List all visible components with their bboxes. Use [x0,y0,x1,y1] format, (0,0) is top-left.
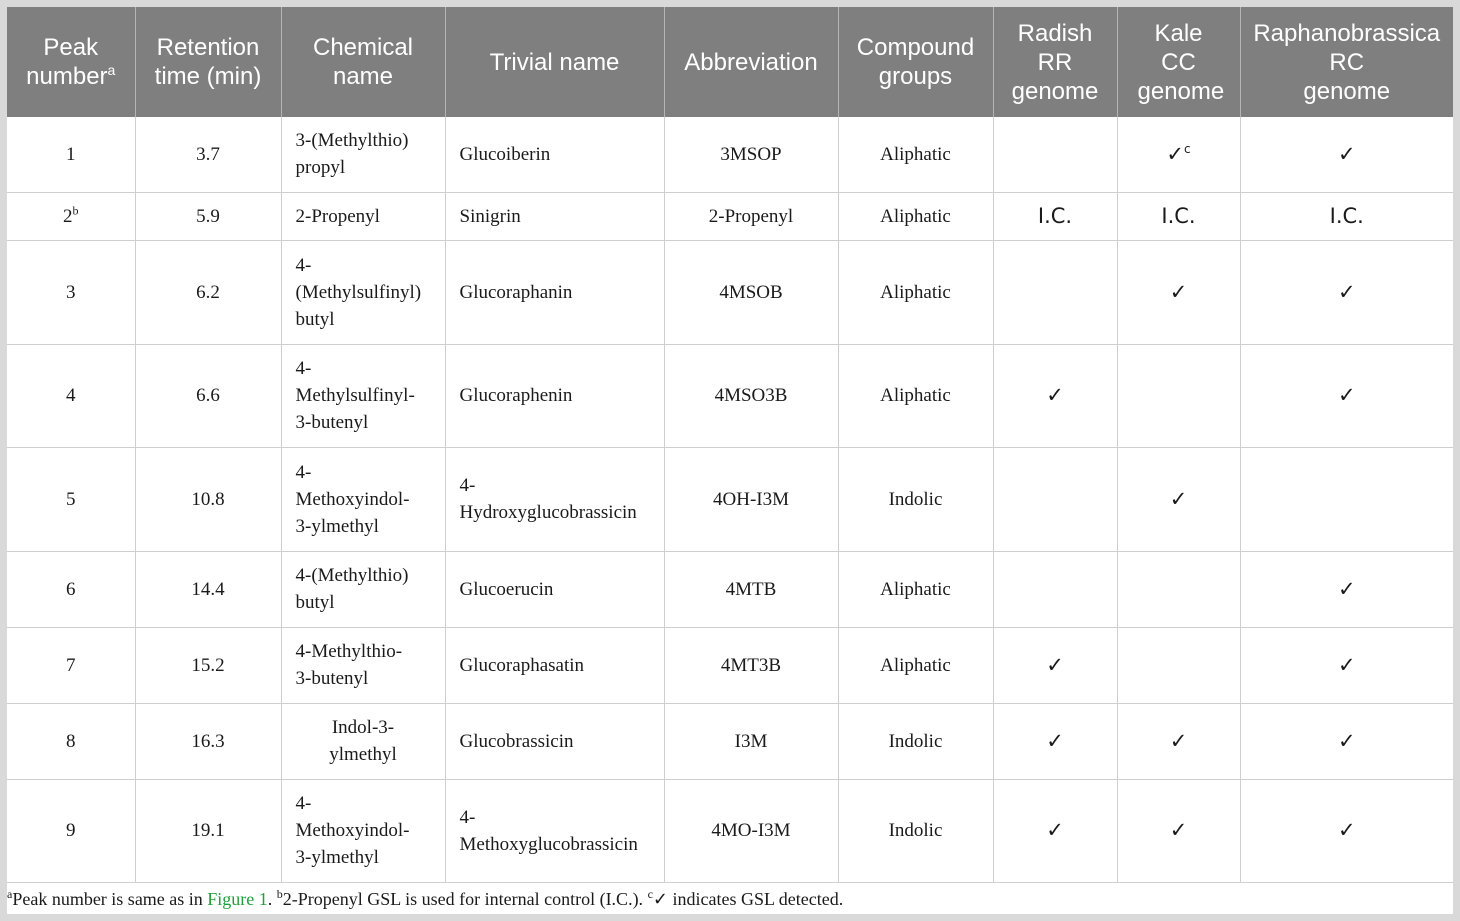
abbreviation-cell: 4MT3B [664,627,838,703]
chemical-name-cell: 2-Propenyl [281,192,445,240]
header-kale-genome: Kale CC genome [1117,7,1240,117]
raphanobrassica-detection-cell: I.C. [1240,192,1453,240]
chemical-name-cell: 4-Methylthio- 3-butenyl [281,627,445,703]
chemical-name-cell: 4- Methylsulfinyl- 3-butenyl [281,344,445,447]
retention-time-cell: 15.2 [135,627,281,703]
retention-time-cell: 6.2 [135,240,281,344]
chemical-name-cell: 4- Methoxyindol- 3-ylmethyl [281,779,445,882]
raphanobrassica-detection-cell: ✓ [1240,551,1453,627]
header-trivial-name: Trivial name [445,7,664,117]
header-abbreviation: Abbreviation [664,7,838,117]
trivial-name-cell: Glucobrassicin [445,703,664,779]
peak-number-cell: 8 [7,703,135,779]
abbreviation-cell: 4MTB [664,551,838,627]
chemical-name-cell: 3-(Methylthio) propyl [281,117,445,192]
retention-time-cell: 5.9 [135,192,281,240]
table-row [7,447,1453,551]
kale-detection-cell [1117,627,1240,703]
radish-detection-cell: ✓ [993,779,1117,882]
radish-detection-cell: ✓ [993,344,1117,447]
header-radish-genome: Radish RR genome [993,7,1117,117]
raphanobrassica-detection-cell: ✓ [1240,703,1453,779]
table-row [7,240,1453,344]
header-chemical-name: Chemical name [281,7,445,117]
retention-time-cell: 14.4 [135,551,281,627]
header-compound-groups: Compound groups [838,7,993,117]
abbreviation-cell: 2-Propenyl [664,192,838,240]
compound-group-cell: Indolic [838,447,993,551]
trivial-name-cell: Glucoiberin [445,117,664,192]
radish-detection-cell: ✓ [993,703,1117,779]
compound-group-cell: Indolic [838,703,993,779]
table-row [7,627,1453,703]
raphanobrassica-detection-cell: ✓ [1240,779,1453,882]
kale-detection-cell: I.C. [1117,192,1240,240]
peak-number-cell: 9 [7,779,135,882]
peak-number-cell: 4 [7,344,135,447]
chemical-name-cell: 4- Methoxyindol- 3-ylmethyl [281,447,445,551]
trivial-name-cell: Sinigrin [445,192,664,240]
abbreviation-cell: 4MO-I3M [664,779,838,882]
footnote-a-marker: a [7,887,13,901]
abbreviation-cell: 4OH-I3M [664,447,838,551]
trivial-name-cell: 4- Hydroxyglucobrassicin [445,447,664,551]
footnote-c-text: indicates GSL detected. [667,889,844,909]
radish-detection-cell [993,551,1117,627]
chemical-name-cell: 4- (Methylsulfinyl) butyl [281,240,445,344]
compound-group-cell: Aliphatic [838,117,993,192]
figure-link[interactable]: Figure 1 [207,889,268,909]
trivial-name-cell: Glucoraphenin [445,344,664,447]
compound-group-cell: Aliphatic [838,192,993,240]
compound-group-cell: Aliphatic [838,344,993,447]
retention-time-cell: 3.7 [135,117,281,192]
table-footnote [7,885,1453,914]
table-row [7,117,1453,192]
footnote-a-text: Peak number is same as in [12,889,208,909]
trivial-name-cell: 4- Methoxyglucobrassicin [445,779,664,882]
table-row [7,192,1453,240]
kale-detection-cell: ✓ [1117,240,1240,344]
peak-number-cell: 2$^b$ [7,192,135,240]
kale-detection-cell: ✓ [1117,703,1240,779]
table-header [7,7,1453,117]
radish-detection-cell: I.C. [993,192,1117,240]
table-container [7,7,1453,914]
table-row [7,551,1453,627]
retention-time-cell: 16.3 [135,703,281,779]
radish-detection-cell [993,447,1117,551]
peak-number-cell: 3 [7,240,135,344]
abbreviation-cell: I3M [664,703,838,779]
radish-detection-cell [993,117,1117,192]
raphanobrassica-detection-cell: ✓ [1240,627,1453,703]
header-raphanobrassica-genome: Raphanobrassica RC genome [1240,7,1453,117]
kale-detection-cell: ✓ [1117,779,1240,882]
abbreviation-cell: 4MSO3B [664,344,838,447]
raphanobrassica-detection-cell: ✓ [1240,117,1453,192]
table-row [7,779,1453,882]
glucosinolate-table [7,7,1453,883]
retention-time-cell: 19.1 [135,779,281,882]
compound-group-cell: Indolic [838,779,993,882]
retention-time-cell: 10.8 [135,447,281,551]
footnote-b-text: 2-Propenyl GSL is used for internal control (I.C.). [282,889,648,909]
checkmark-icon: ✓ [652,889,668,910]
header-peak-number: Peak number$^a$ [7,7,135,117]
footnote-a-end: . [267,889,277,909]
kale-detection-cell [1117,344,1240,447]
radish-detection-cell: ✓ [993,627,1117,703]
chemical-name-cell: Indol-3- ylmethyl [281,703,445,779]
compound-group-cell: Aliphatic [838,240,993,344]
peak-number-cell: 6 [7,551,135,627]
compound-group-cell: Aliphatic [838,551,993,627]
table-row [7,703,1453,779]
abbreviation-cell: 4MSOB [664,240,838,344]
trivial-name-cell: Glucoraphasatin [445,627,664,703]
footnote-b-marker: b [276,887,283,901]
raphanobrassica-detection-cell: ✓ [1240,344,1453,447]
footnote-c-marker: c [647,887,653,901]
raphanobrassica-detection-cell: ✓ [1240,240,1453,344]
trivial-name-cell: Glucoerucin [445,551,664,627]
header-retention-time: Retention time (min) [135,7,281,117]
table-row [7,344,1453,447]
raphanobrassica-detection-cell [1240,447,1453,551]
peak-number-cell: 1 [7,117,135,192]
radish-detection-cell [993,240,1117,344]
kale-detection-cell: ✓$^c$ [1117,117,1240,192]
header-row [7,7,1453,117]
trivial-name-cell: Glucoraphanin [445,240,664,344]
chemical-name-cell: 4-(Methylthio) butyl [281,551,445,627]
kale-detection-cell: ✓ [1117,447,1240,551]
kale-detection-cell [1117,551,1240,627]
compound-group-cell: Aliphatic [838,627,993,703]
retention-time-cell: 6.6 [135,344,281,447]
table-body [7,117,1453,882]
abbreviation-cell: 3MSOP [664,117,838,192]
peak-number-cell: 7 [7,627,135,703]
peak-number-cell: 5 [7,447,135,551]
